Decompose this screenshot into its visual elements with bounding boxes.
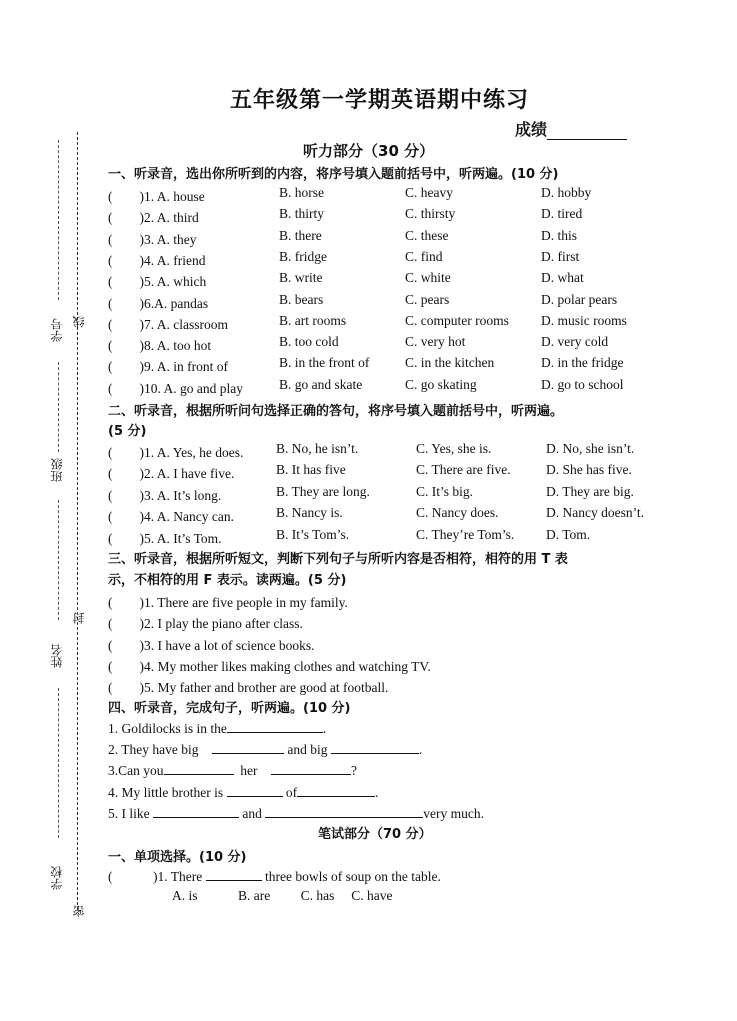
option-c[interactable]: C. heavy [405, 185, 453, 200]
sidebar-line-2 [58, 362, 59, 452]
option-d[interactable]: D. go to school [541, 376, 624, 392]
sidebar-banji: 班级 [50, 458, 64, 482]
sidebar-xingming: 姓名 [50, 644, 64, 668]
option-d[interactable]: D. very cold [541, 334, 609, 350]
blank[interactable] [227, 783, 283, 797]
question-stem: ( )5. A. It’s Tom. [108, 530, 222, 546]
question-stem: ( )9. A. in front of [108, 359, 228, 375]
option-b[interactable]: B. fridge [279, 248, 327, 264]
written1-options: A. is B. are C. has C. have [172, 888, 393, 903]
option-b[interactable]: B. Nancy is. [276, 505, 343, 521]
blank[interactable] [297, 783, 375, 797]
option-d[interactable]: D. first [541, 248, 580, 264]
option-d[interactable]: D. what [541, 270, 584, 286]
section2-heading: 二、听录音，根据所听问句选择正确的答句，将序号填入题前括号中，听两遍。 [108, 404, 564, 419]
listening-header: 听力部分（30 分） [303, 142, 435, 160]
section3-statement-5: ( )5. My father and brother are good at football. [108, 680, 389, 696]
option-d[interactable]: D. They are big. [546, 483, 634, 499]
option-d[interactable]: D. in the fridge [541, 355, 624, 371]
option-b[interactable]: B. in the front of [279, 355, 370, 371]
section3-heading-2: 示，不相符的用 F 表示。读两遍。(5 分) [108, 573, 347, 588]
option-c[interactable]: C. white [405, 270, 451, 286]
fill-sentence-2: 2. They have big and big . [108, 742, 423, 757]
written1-heading: 一、单项选择。(10 分) [108, 850, 247, 865]
question-stem: ( )3. A. they [108, 231, 197, 247]
option-b[interactable]: B. write [279, 270, 323, 286]
sidebar-xian: 线 [72, 316, 86, 328]
question-stem: ( )8. A. too hot [108, 338, 212, 354]
option-d[interactable]: D. tired [541, 206, 583, 222]
section1-heading: 一、听录音，选出你所听到的内容，将序号填入题前括号中，听两遍。(10 分) [108, 167, 559, 182]
sidebar-line-1 [58, 140, 59, 300]
score-blank[interactable] [547, 123, 627, 140]
option-c[interactable]: C. computer rooms [405, 312, 509, 328]
section4-heading: 四、听录音，完成句子，听两遍。(10 分) [108, 701, 351, 716]
blank[interactable] [206, 867, 262, 881]
option-b[interactable]: B. horse [279, 185, 324, 200]
option-c[interactable]: C. very hot [405, 334, 466, 350]
question-stem: ( )7. A. classroom [108, 316, 228, 332]
option-c[interactable]: C. pears [405, 291, 450, 307]
question-stem: ( )1. A. Yes, he does. [108, 445, 244, 460]
option-c[interactable]: C. thirsty [405, 206, 456, 222]
option-d[interactable]: D. this [541, 227, 578, 243]
option-d[interactable]: D. music rooms [541, 312, 627, 328]
option-c[interactable]: C. these [405, 227, 449, 243]
written-header: 笔试部分（70 分） [318, 827, 432, 842]
option-d[interactable]: D. polar pears [541, 291, 618, 307]
option-c[interactable]: C. in the kitchen [405, 355, 495, 371]
section3-heading: 三、听录音，根据所听短文，判断下列句子与所听内容是否相符，相符的用 T 表 [108, 552, 568, 567]
option-b[interactable]: B. thirty [279, 206, 325, 222]
question-stem: ( )3. A. It’s long. [108, 487, 222, 503]
option-b[interactable]: B. They are long. [276, 483, 370, 499]
written1-question-1: ( )1. There three bowls of soup on the table. [108, 869, 441, 884]
option-d[interactable]: D. No, she isn’t. [546, 441, 635, 456]
score-field [515, 117, 627, 140]
sidebar-mi: 密 [72, 905, 86, 917]
option-b[interactable]: B. art rooms [279, 312, 347, 328]
binding-line [77, 132, 78, 910]
sidebar-feng: 封 [72, 612, 86, 624]
option-c[interactable]: C. There are five. [416, 462, 511, 478]
sidebar-line-4 [58, 688, 59, 838]
sidebar-xuexiao: 学校 [50, 866, 64, 890]
option-b[interactable]: B. It has five [276, 462, 346, 478]
question-stem: ( )4. A. friend [108, 252, 206, 268]
blank[interactable] [343, 804, 423, 818]
option-c[interactable]: C. find [405, 248, 443, 264]
blank[interactable] [227, 719, 323, 733]
option-b[interactable]: B. too cold [279, 334, 339, 350]
option-c[interactable]: C. Nancy does. [416, 505, 499, 521]
option-c[interactable]: C. It’s big. [416, 483, 474, 499]
section3-statement-4: ( )4. My mother likes making clothes and watching TV. [108, 658, 431, 674]
option-c[interactable]: C. They’re Tom’s. [416, 526, 515, 542]
blank[interactable] [265, 804, 343, 818]
option-b[interactable]: B. bears [279, 291, 324, 307]
option-d[interactable]: D. Nancy doesn’t. [546, 505, 644, 521]
fill-sentence-3: 3.Can you her ? [108, 763, 357, 778]
section3-statement-1: ( )1. There are five people in my family. [108, 595, 348, 610]
score-label: 成绩 [515, 120, 548, 139]
blank[interactable] [153, 804, 239, 818]
option-d[interactable]: D. Tom. [546, 526, 591, 542]
option-d[interactable]: D. hobby [541, 185, 592, 200]
question-stem: ( )10. A. go and play [108, 380, 243, 396]
question-stem: ( )4. A. Nancy can. [108, 509, 234, 525]
option-b[interactable]: B. It’s Tom’s. [276, 526, 350, 542]
option-b[interactable]: B. there [279, 227, 322, 243]
option-c[interactable]: C. go skating [405, 376, 477, 392]
fill-sentence-5: 5. I like and very much. [108, 806, 484, 821]
blank[interactable] [331, 740, 419, 754]
page-title: 五年级第一学期英语期中练习 [230, 88, 530, 113]
section3-statement-3: ( )3. I have a lot of science books. [108, 637, 315, 653]
question-stem: ( )2. A. I have five. [108, 466, 235, 482]
blank[interactable] [164, 761, 234, 775]
option-b[interactable]: B. No, he isn’t. [276, 441, 359, 456]
question-stem: ( )5. A. which [108, 274, 207, 290]
question-stem: ( )1. A. house [108, 189, 205, 204]
question-stem: ( )6.A. pandas [108, 295, 209, 311]
blank[interactable] [212, 740, 284, 754]
option-d[interactable]: D. She has five. [546, 462, 632, 478]
section3-statement-2: ( )2. I play the piano after class. [108, 616, 303, 632]
option-b[interactable]: B. go and skate [279, 376, 363, 392]
blank[interactable] [271, 761, 351, 775]
question-stem: ( )2. A. third [108, 210, 199, 226]
fill-sentence-4: 4. My little brother is of . [108, 785, 379, 800]
section2-heading-2: (5 分) [108, 424, 147, 439]
option-c[interactable]: C. Yes, she is. [416, 441, 492, 456]
fill-sentence-1: 1. Goldilocks is in the . [108, 721, 327, 736]
sidebar-line-3 [58, 500, 59, 620]
sidebar-xuehao: 学号 [50, 318, 64, 342]
